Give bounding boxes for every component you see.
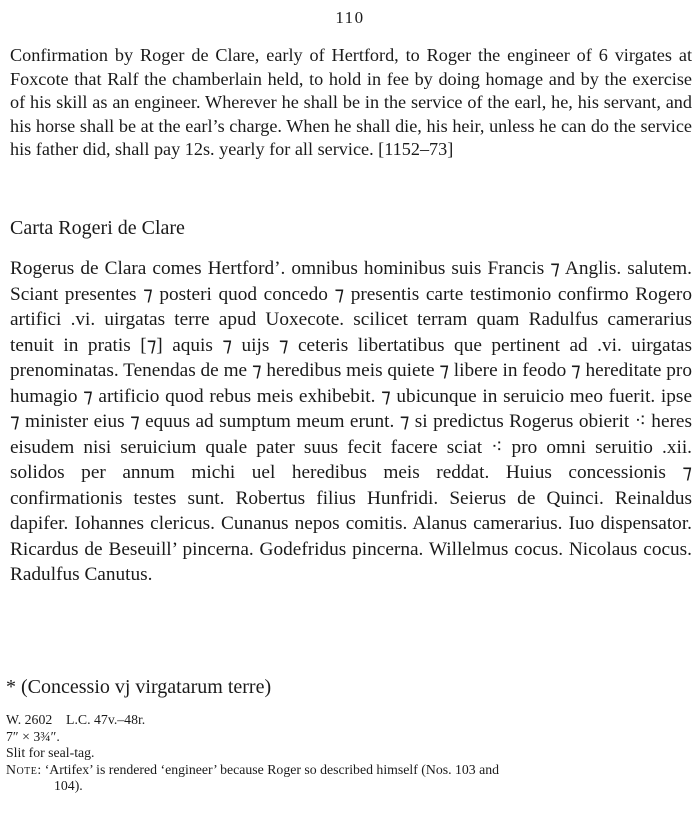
- page-number: 110: [335, 8, 365, 27]
- note-continuation: 104).: [54, 778, 83, 793]
- dimensions: 7″ × 3¾″.: [6, 728, 60, 744]
- archive-reference: W. 2602 L.C. 47v.–48r.: [6, 712, 146, 727]
- endorsement: * (Concessio vj virgatarum terre): [6, 676, 272, 698]
- charter-title: Carta Rogeri de Clare: [10, 217, 185, 239]
- charter-summary: Confirmation by Roger de Clare, early of Hertford, to Roger the engineer of 6 virgates at Foxcote that Ralf the chamberlain held, to hold in fee by doing homage and by the exercise of his skill as an engineer. Wherever he shall be in the service of the earl, he, his servant, and his horse shall be at the earl’s charge. When he shall die, his heir, unless he can do the service his father did, shall pay 12s. yearly for all service. [1152–73]: [10, 45, 692, 159]
- editorial-note: [6, 762, 694, 779]
- charter-latin-text: Rogerus de Clara comes Hertford’. omnibus hominibus suis Francis ⁊ Anglis. salutem. Sciant presentes ⁊ posteri quod concedo ⁊ presentis carte testimonio confirmo Rogero artifici .vi. uirgatas terre apud Uoxecote. scilicet terram quam Radulfus camerarius tenuit in pratis [⁊] aquis ⁊ uijs ⁊ ceteris libertatibus que pertinent ad .vi. uirgatas prenominatas. Tenendas de me ⁊ heredibus meis quiete ⁊ libere in feodo ⁊ hereditate pro humagio ⁊ artificio quod rebus meis exhibebit. ⁊ ubicunque in seruicio meo fuerit. ipse ⁊ minister eius ⁊ equus ad sumptum meum erunt. ⁊ si predictus Rogerus obierit ⁖ heres eisudem nisi seruicium quale pater suus fecit facere sciat ⁖ pro omni seruitio .xii. solidos per annum michi uel heredibus meis reddat. Huius concessionis ⁊ confirmationis testes sunt. Robertus filius Hunfridi. Seierus de Quinci. Reinaldus dapifer. Iohannes clericus. Cunanus nepos comitis. Alanus camerarius. Iuo dispensator. Ricardus de Beseuill’ pincerna. Godefridus pincerna. Willelmus cocus. Nicolaus cocus. Radulfus Canutus.: [10, 258, 692, 585]
- note-label: Note: [6, 761, 38, 777]
- note-text: : ‘Artifex’ is rendered ‘engineer’ because Roger so described himself (Nos. 103 and: [37, 761, 500, 777]
- notes-block: [6, 712, 694, 795]
- seal-note: Slit for seal-tag.: [6, 745, 95, 760]
